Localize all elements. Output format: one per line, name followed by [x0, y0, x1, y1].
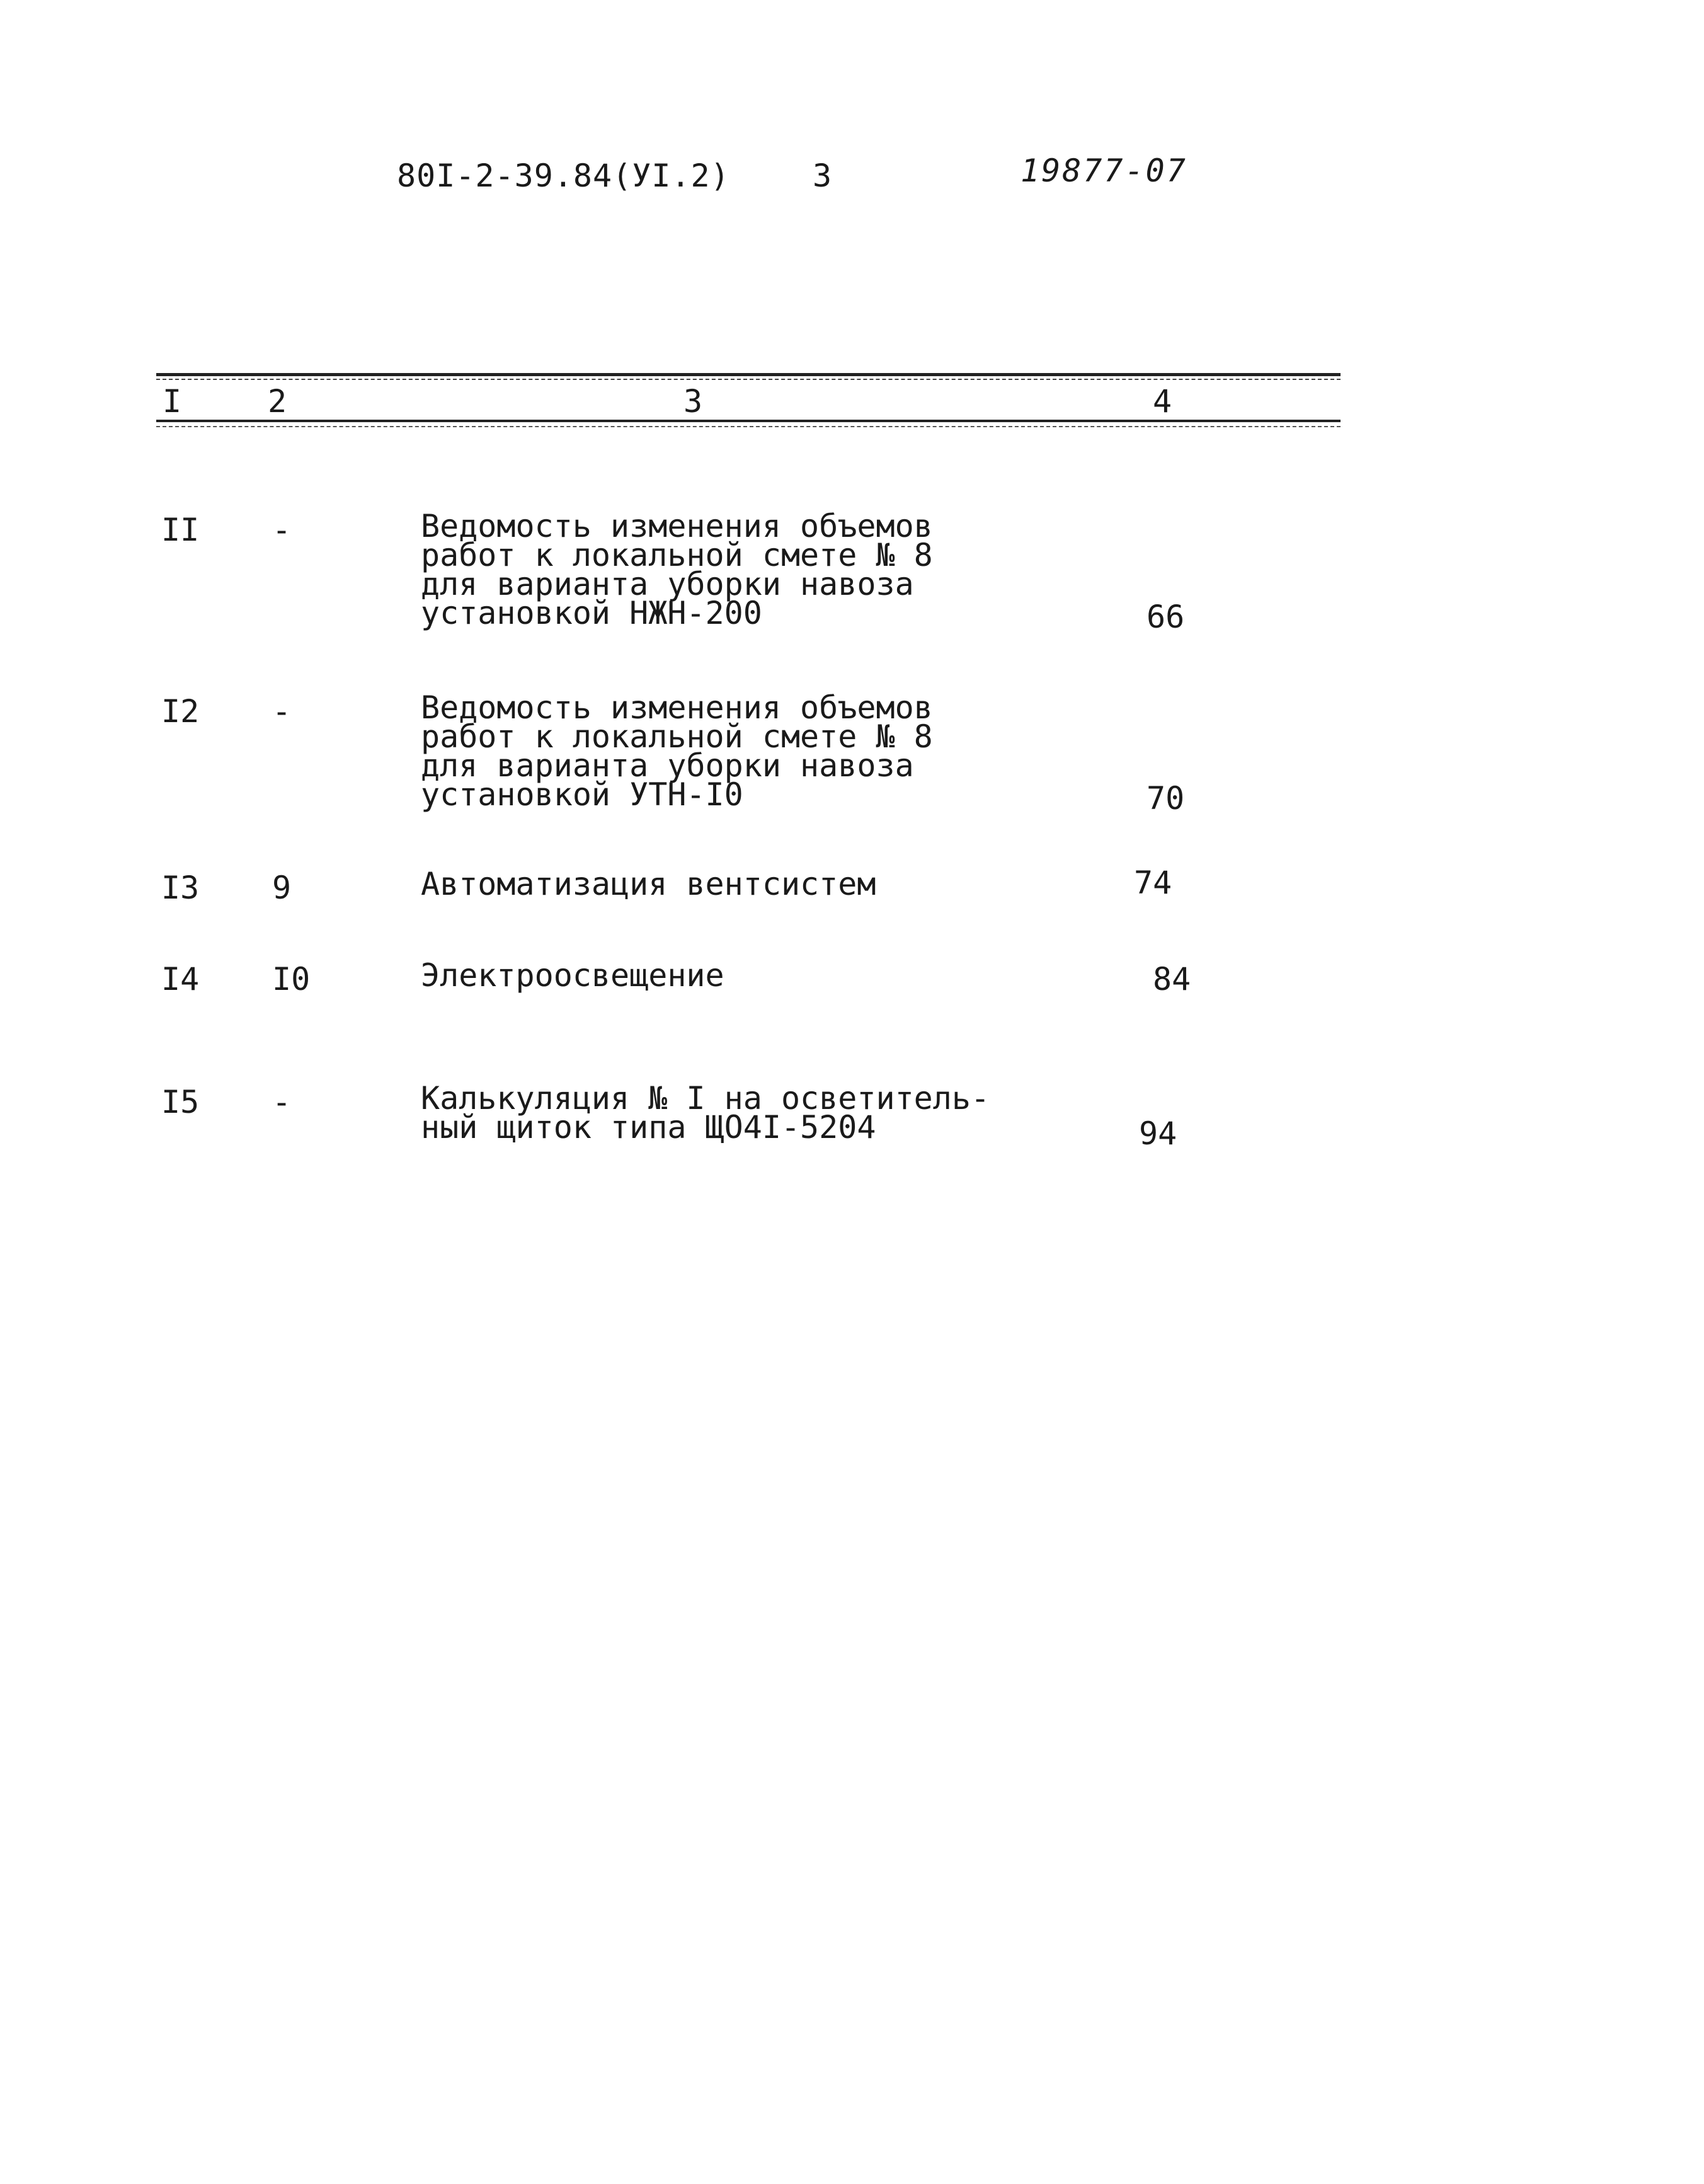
row-title-line: Калькуляция № I на осветитель- — [421, 1080, 990, 1117]
table-top-rule-secondary — [156, 379, 1341, 380]
row-title-line: установкой НЖН-200 — [421, 595, 762, 631]
document-code: 80I-2-39.84(УI.2) — [397, 158, 730, 194]
row-sheet: - — [272, 693, 292, 730]
column-header-4: 4 — [1153, 383, 1172, 420]
column-header-1: I — [163, 383, 182, 420]
table-top-rule — [156, 373, 1341, 376]
page-number: 3 — [813, 158, 833, 194]
table-header-bottom-rule — [156, 420, 1341, 422]
row-title-line: установкой УТН-I0 — [421, 776, 743, 813]
row-title-line: Автоматизация вентсистем — [421, 866, 876, 902]
table-header-bottom-rule-secondary — [156, 426, 1341, 427]
row-sheet: 9 — [272, 870, 292, 906]
row-index: I2 — [161, 693, 200, 730]
column-header-3: 3 — [683, 383, 703, 420]
row-title-line: ный щиток типа ЩО4I-5204 — [421, 1109, 876, 1146]
row-title-line: работ к локальной смете № 8 — [421, 537, 933, 573]
row-title-line: для варианта уборки навоза — [421, 747, 914, 784]
row-title — [421, 957, 724, 994]
row-title-line: для варианта уборки навоза — [421, 566, 914, 602]
row-title-line: работ к локальной смете № 8 — [421, 718, 933, 755]
row-index: I5 — [161, 1084, 200, 1120]
row-title — [421, 508, 933, 631]
row-index: II — [161, 512, 200, 548]
row-page: 74 — [1134, 865, 1172, 901]
row-page: 94 — [1139, 1115, 1177, 1152]
row-sheet: I0 — [272, 961, 311, 997]
row-index: I4 — [161, 961, 200, 997]
row-title-line: Ведомость изменения объемов — [421, 508, 933, 544]
row-page: 66 — [1146, 599, 1185, 635]
row-title — [421, 866, 876, 902]
row-page: 84 — [1153, 961, 1191, 997]
column-header-2: 2 — [268, 383, 287, 420]
row-title-line: Ведомость изменения объемов — [421, 689, 933, 726]
row-page: 70 — [1146, 780, 1185, 817]
row-title — [421, 1080, 990, 1146]
row-sheet: - — [272, 512, 292, 548]
row-sheet: - — [272, 1084, 292, 1120]
row-title — [421, 689, 933, 813]
row-title-line: Электроосвещение — [421, 957, 724, 994]
inventory-number: 19877-07 — [1021, 152, 1187, 189]
row-index: I3 — [161, 870, 200, 906]
